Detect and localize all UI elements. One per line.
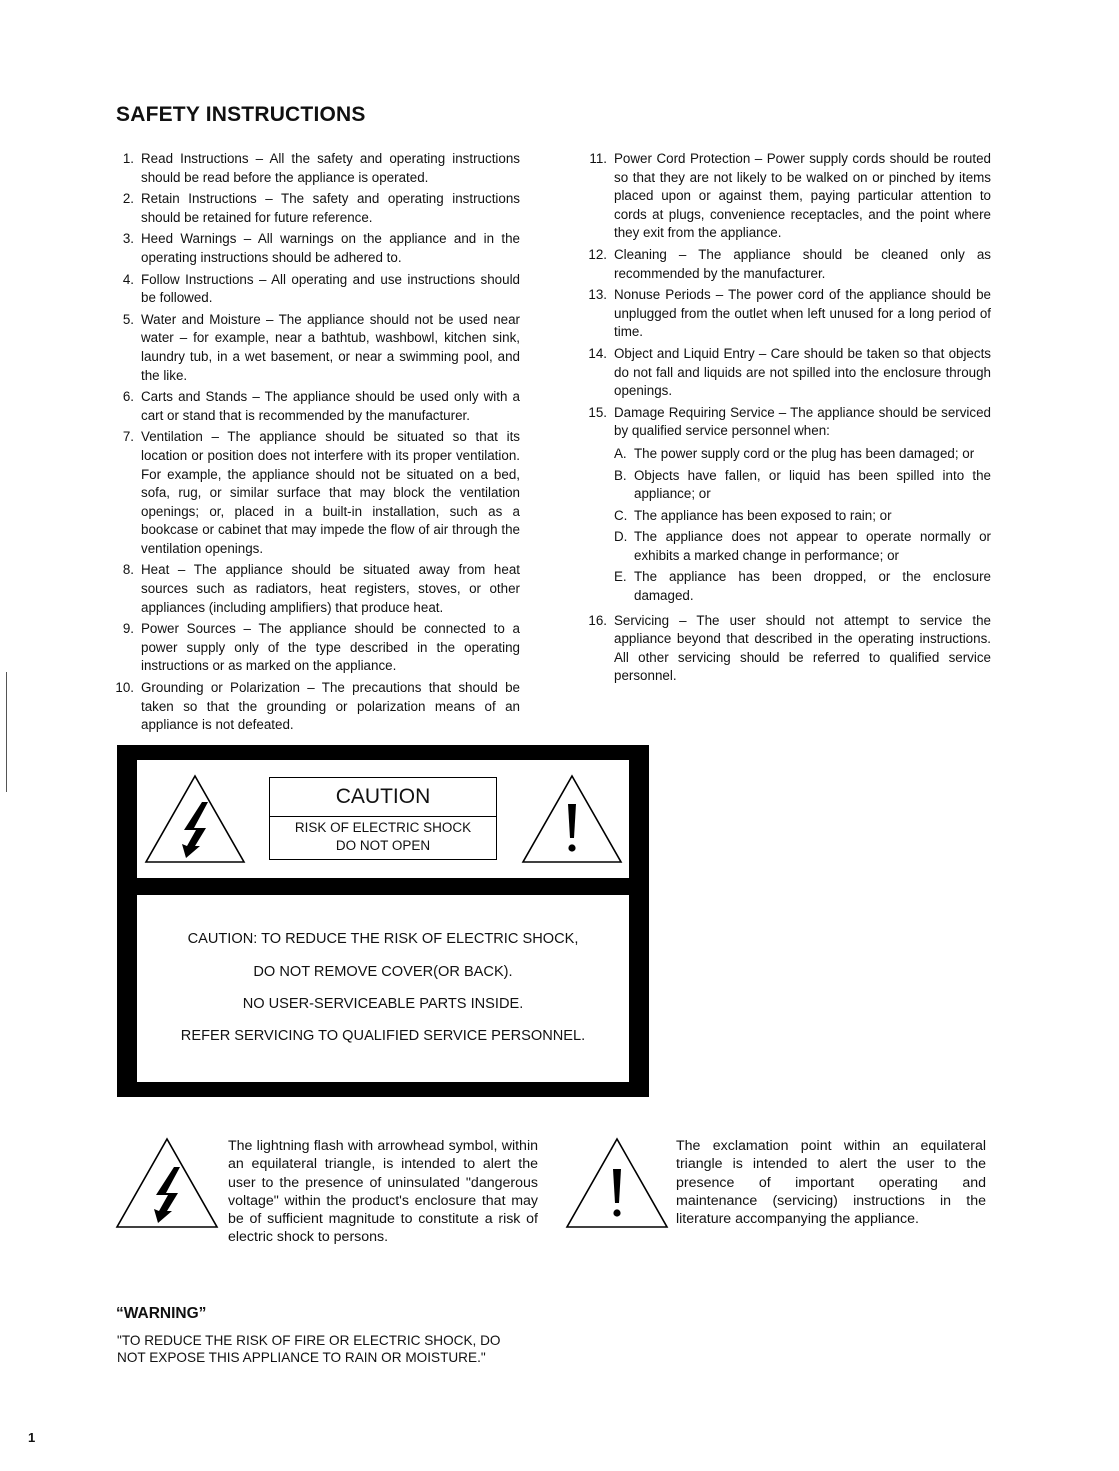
safety-item-8 [105,561,520,617]
sub-text: The appliance has been dropped, or the enclosure damaged. [634,569,991,604]
item-number: 12. [588,246,607,262]
caution-line-1: RISK OF ELECTRIC SHOCK [294,820,472,835]
safety-list-right [586,150,991,689]
sub-letter: B. [614,467,627,483]
sub-text: Objects have fallen, or liquid has been spilled into the appliance; or [634,467,991,502]
page-title: SAFETY INSTRUCTIONS [116,103,366,126]
safety-list-left [105,150,520,738]
item-number: 5. [122,311,134,327]
exclamation-warning-icon [521,774,623,866]
caution-heading: CAUTION [270,778,496,817]
safety-item-14 [586,345,991,401]
item-number: 8. [122,562,134,578]
warning-heading: “WARNING” [116,1305,207,1322]
safety-item-3 [105,230,520,267]
safety-item-11 [586,150,991,243]
item-number: 7. [122,429,134,445]
sub-letter: C. [614,507,628,523]
page-number: 1 [28,1430,36,1445]
item-15-sublist [614,445,991,606]
sub-item-b [614,467,991,504]
item-text: Follow Instructions – All operating and use instructions should be followed. [141,271,520,306]
safety-item-16 [586,612,991,686]
safety-item-6 [105,388,520,425]
item-number: 13. [588,287,607,303]
item-number: 9. [122,621,134,637]
lightning-symbol-description: The lightning flash with arrowhead symbol, within an equilateral triangle, is intended to alert the user to the presence of uninsulated "dangerous voltage" within the product's enclosure that may be of sufficient magnitude to constitute a risk of electric shock to persons. [228,1138,538,1246]
item-text: Carts and Stands – The appliance should be used only with a cart or stand that is recommended by the manufacturer. [141,389,520,423]
item-number: 4. [122,271,134,287]
sub-text: The appliance does not appear to operate normally or exhibits a marked change in performance; or [634,529,991,563]
caution-message-line-1: CAUTION: TO REDUCE THE RISK OF ELECTRIC SHOCK, [187,931,579,947]
safety-item-13 [586,286,991,342]
warning-text: "TO REDUCE THE RISK OF FIRE OR ELECTRIC SHOCK, DO NOT EXPOSE THIS APPLIANCE TO RAIN OR MOISTURE." [117,1333,501,1366]
caution-line-2: DO NOT OPEN [335,838,431,853]
safety-item-9 [105,620,520,676]
item-text: Object and Liquid Entry – Care should be taken so that objects do not fall and liquids are not spilled into the enclosure through openings. [614,345,991,399]
item-text: Ventilation – The appliance should be situated so that its location or position does not interfere with its proper ventilation. For example, the appliance should not be situated on a bed, sofa, rug, or similar surface that may block the ventilation openings; or, placed in a built-in installation, such as a bookcase or cabinet that may impede the flow of air through the ventilation openings. [141,429,520,556]
safety-item-7 [105,428,520,558]
safety-item-5 [105,311,520,385]
sub-letter: A. [614,445,627,461]
sub-item-d [614,528,991,565]
sub-item-a [614,445,991,464]
sub-item-c [614,507,991,526]
item-text: Heat – The appliance should be situated away from heat sources such as radiators, heat registers, stoves, or other appliances (including amplifiers) that produce heat. [141,562,520,615]
sub-letter: E. [614,569,627,585]
sub-text: The power supply cord or the plug has been damaged; or [634,445,975,461]
caution-message-line-4: REFER SERVICING TO QUALIFIED SERVICE PERSONNEL. [180,1028,586,1044]
sub-text: The appliance has been exposed to rain; or [634,507,892,523]
item-text: Cleaning – The appliance should be cleaned only as recommended by the manufacturer. [614,246,991,281]
caution-message-line-3: NO USER-SERVICEABLE PARTS INSIDE. [242,996,524,1012]
item-text: Nonuse Periods – The power cord of the appliance should be unplugged from the outlet when left unused for a long period of time. [614,287,991,340]
safety-item-10 [105,679,520,735]
sub-letter: D. [614,529,628,545]
caution-label [269,777,497,860]
item-text: Damage Requiring Service – The appliance should be serviced by qualified service personnel when: [614,404,991,439]
item-text: Water and Moisture – The appliance should not be used near water – for example, near a bathtub, washbowl, kitchen sink, laundry tub, in a wet basement, or near a swimming pool, and the like. [141,311,520,383]
item-text: Grounding or Polarization – The precautions that should be taken so that the grounding or polarization means of an appliance is not defeated. [141,680,520,733]
safety-item-12 [586,246,991,283]
item-number: 2. [122,191,134,207]
item-number: 14. [588,345,607,361]
item-number: 11. [589,151,607,166]
safety-item-4 [105,271,520,308]
item-text: Power Cord Protection – Power supply cords should be routed so that they are not likely to be walked on or pinched by items placed upon or against them, paying particular attention to cords at plugs, convenience receptacles, and the point where they exit from the appliance. [614,151,991,241]
caution-message-area [137,895,629,1082]
exclamation-symbol-description: The exclamation point within an equilateral triangle is intended to alert the user to the presence of important operating and maintenance (servicing) instructions in the literature accompanying the appliance. [676,1138,986,1228]
item-number: 3. [122,231,134,247]
safety-item-15 [586,404,991,609]
item-number: 6. [122,389,134,405]
item-number: 16. [588,612,607,628]
item-body [614,404,991,609]
item-number: 15. [588,404,607,420]
item-number: 1. [122,151,134,166]
sub-item-e [614,568,991,605]
item-text: Power Sources – The appliance should be connected to a power supply only of the type described in the operating instructions or as marked on the appliance. [141,621,520,674]
safety-item-1 [105,150,520,187]
lightning-warning-icon [144,774,246,866]
item-text: Servicing – The user should not attempt to service the appliance beyond that described in the operating instructions. All other servicing should be referred to qualified service personnel. [614,612,991,684]
scan-margin-line [6,672,7,792]
safety-item-2 [105,190,520,227]
exclamation-symbol-icon [565,1137,669,1231]
item-text: Retain Instructions – The safety and operating instructions should be retained for future reference. [141,191,520,225]
item-text: Heed Warnings – All warnings on the appliance and in the operating instructions should be adhered to. [141,231,520,265]
lightning-symbol-icon [115,1137,219,1231]
caution-message-line-2: DO NOT REMOVE COVER(OR BACK). [253,964,513,980]
item-number: 10. [115,680,134,696]
item-text: Read Instructions – All the safety and operating instructions should be read before the appliance is operated. [141,151,520,185]
